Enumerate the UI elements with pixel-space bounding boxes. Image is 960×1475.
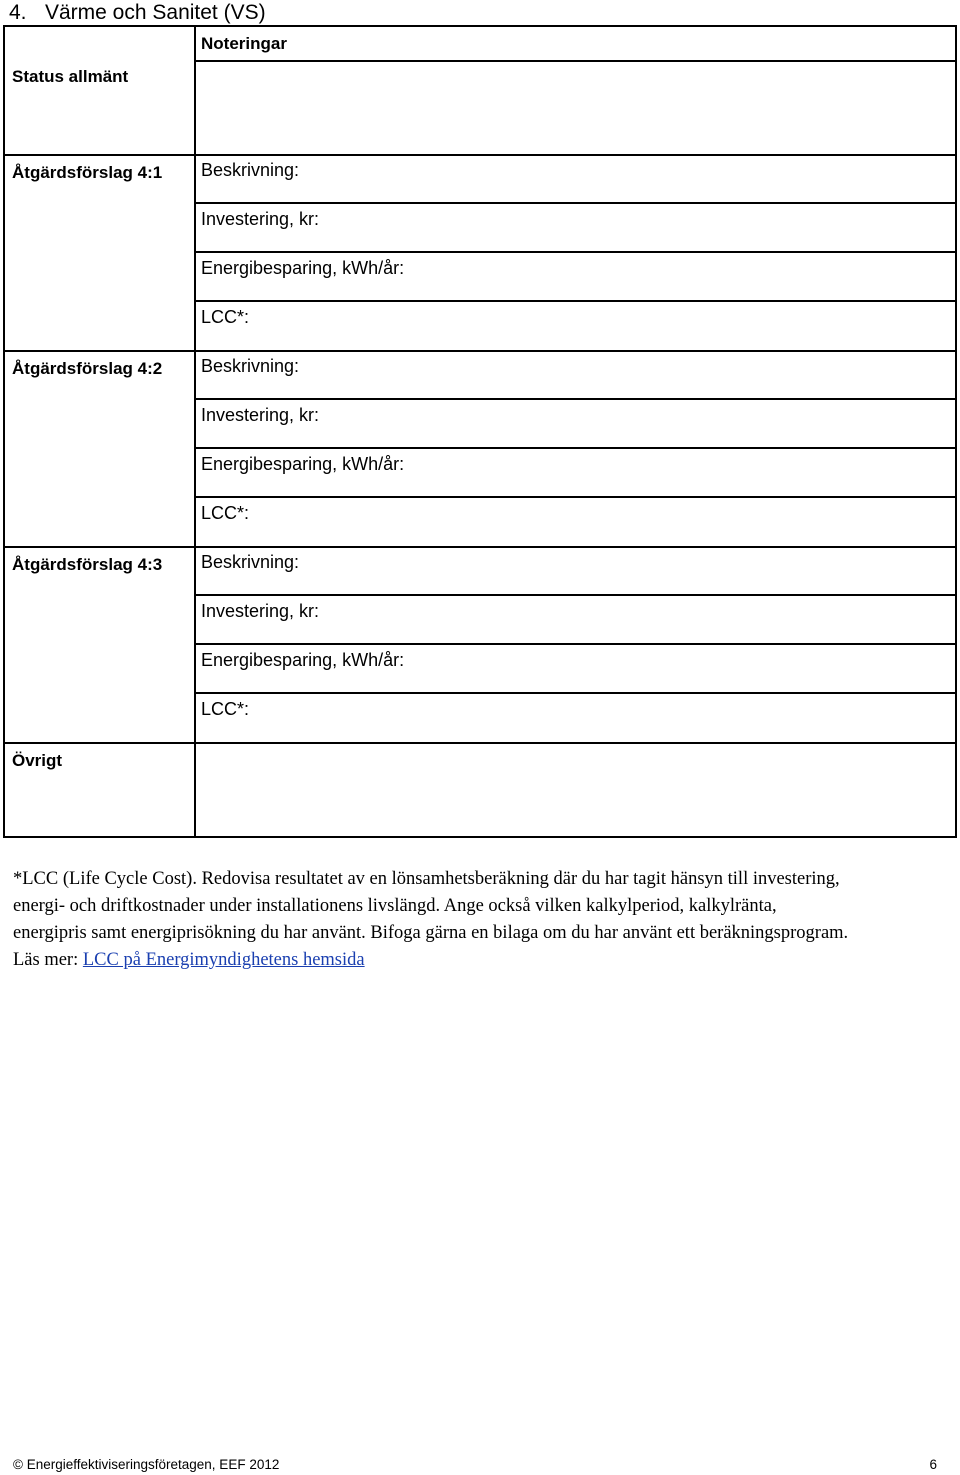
energy-saving-field[interactable]: Energibesparing, kWh/år: [201, 650, 405, 670]
proposal-label: Åtgärdsförslag 4:2 [12, 359, 163, 378]
investment-field[interactable]: Investering, kr: [201, 601, 320, 621]
row-divider [194, 202, 955, 204]
row-divider [194, 300, 955, 302]
description-field[interactable]: Beskrivning: [201, 356, 300, 376]
lcc-footnote [13, 866, 953, 974]
section-number: 4. [9, 1, 27, 24]
lcc-field[interactable]: LCC*: [201, 503, 250, 523]
column-divider [194, 27, 196, 836]
copyright-footer: © Energieffektiviseringsföretagen, EEF 2012 [13, 1457, 280, 1472]
row-divider [194, 398, 955, 400]
energy-saving-field[interactable]: Energibesparing, kWh/år: [201, 258, 405, 278]
section-heading [9, 0, 266, 26]
footnote-line [13, 947, 953, 974]
investment-field[interactable]: Investering, kr: [201, 405, 320, 425]
other-label: Övrigt [12, 751, 63, 770]
lcc-link[interactable]: LCC på Energimyndighetens hemsida [82, 950, 365, 970]
row-divider [194, 594, 955, 596]
row-divider [5, 154, 955, 156]
page-number: 6 [929, 1457, 937, 1472]
row-divider [5, 742, 955, 744]
row-divider [5, 546, 955, 548]
row-divider [194, 496, 955, 498]
footnote-line: energipris samt energiprisökning du har använt. Bifoga gärna en bilaga om du har använt ett beräkningsprogram. [13, 923, 849, 943]
energy-saving-field[interactable]: Energibesparing, kWh/år: [201, 454, 405, 474]
footnote-line: *LCC (Life Cycle Cost). Redovisa resultatet av en lönsamhetsberäkning där du har tagit hänsyn till investering, [13, 869, 840, 889]
read-more-text: Läs mer: [13, 950, 83, 970]
row-divider [194, 251, 955, 253]
status-label: Status allmänt [12, 67, 129, 86]
row-divider [194, 60, 955, 62]
footnote-line: energi- och driftkostnader under installationens livslängd. Ange också vilken kalkylperiod, kalkylränta, [13, 896, 777, 916]
row-divider [194, 692, 955, 694]
lcc-field[interactable]: LCC*: [201, 699, 250, 719]
description-field[interactable]: Beskrivning: [201, 160, 300, 180]
lcc-field[interactable]: LCC*: [201, 307, 250, 327]
row-divider [5, 350, 955, 352]
section-title: Värme och Sanitet (VS) [45, 1, 266, 24]
proposal-label: Åtgärdsförslag 4:1 [12, 163, 163, 182]
row-divider [194, 643, 955, 645]
notes-header: Noteringar [201, 34, 287, 53]
row-divider [194, 447, 955, 449]
proposal-label: Åtgärdsförslag 4:3 [12, 555, 163, 574]
description-field[interactable]: Beskrivning: [201, 552, 300, 572]
vs-form-table [3, 25, 957, 838]
investment-field[interactable]: Investering, kr: [201, 209, 320, 229]
